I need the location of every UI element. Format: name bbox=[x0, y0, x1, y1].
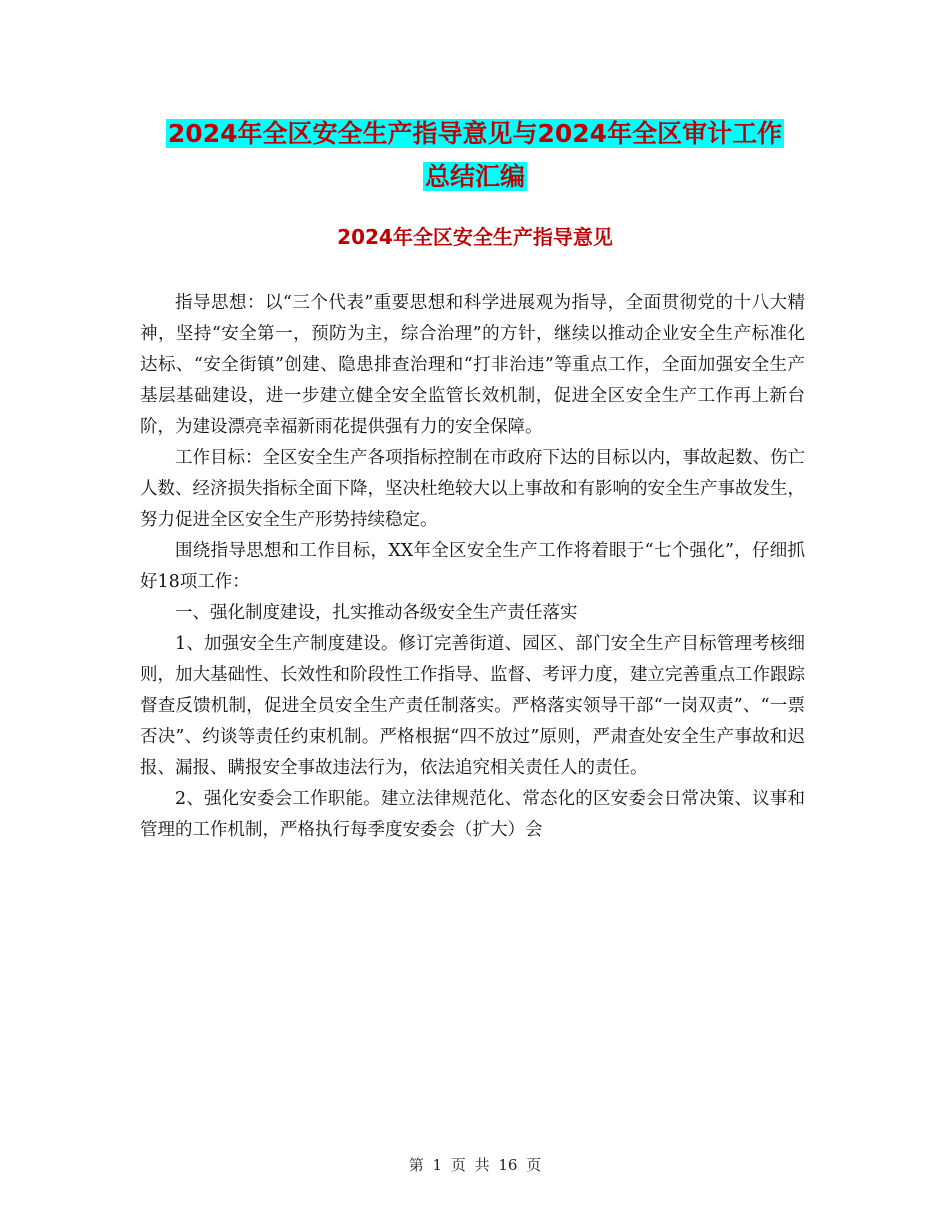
paragraph-work-goals: 工作目标：全区安全生产各项指标控制在市政府下达的目标以内，事故起数、伤亡人数、经济损失指标全面下降，坚决杜绝较大以上事故和有影响的安全生产事故发生，努力促进全区安全生产形势持续稳定。 bbox=[140, 448, 805, 530]
title-highlight: 2024年全区安全生产指导意见与2024年全区审计工作 bbox=[167, 119, 783, 148]
document-title bbox=[0, 112, 950, 198]
document-title-line-2 bbox=[0, 155, 950, 198]
section-title: 2024年全区安全生产指导意见 bbox=[337, 225, 613, 249]
title-highlight: 总结汇编 bbox=[424, 162, 525, 191]
document-title-line-1 bbox=[0, 112, 950, 155]
paragraph-work-overview: 围绕指导思想和工作目标，XX年全区安全生产工作将着眼于“七个强化”，仔细抓好18项工作： bbox=[140, 541, 805, 592]
paragraph-heading-1: 一、强化制度建设，扎实推动各级安全生产责任落实 bbox=[175, 603, 578, 623]
document-body bbox=[140, 288, 805, 846]
paragraph-item-2: 2、强化安委会工作职能。建立法律规范化、常态化的区安委会日常决策、议事和管理的工作机制，严格执行每季度安委会（扩大）会 bbox=[140, 789, 805, 840]
paragraph-item-1: 1、加强安全生产制度建设。修订完善街道、园区、部门安全生产目标管理考核细则，加大基础性、长效性和阶段性工作指导、监督、考评力度，建立完善重点工作跟踪督查反馈机制，促进全员安全生产责任制落实。严格落实领导干部“一岗双责”、“一票否决”、约谈等责任约束机制。严格根据“四不放过”原则，严肃查处安全生产事故和迟报、漏报、瞒报安全事故违法行为，依法追究相关责任人的责任。 bbox=[140, 634, 805, 778]
paragraph-guiding-ideology: 指导思想：以“三个代表”重要思想和科学进展观为指导，全面贯彻党的十八大精神，坚持“安全第一，预防为主，综合治理”的方针，继续以推动企业安全生产标准化达标、“安全街镇”创建、隐患排查治理和“打非治违”等重点工作，全面加强安全生产基层基础建设，进一步建立健全安全监管长效机制，促进全区安全生产工作再上新台阶，为建设漂亮幸福新雨花提供强有力的安全保障。 bbox=[140, 293, 805, 437]
page-footer: 第 1 页 共 16 页 bbox=[408, 1156, 542, 1174]
